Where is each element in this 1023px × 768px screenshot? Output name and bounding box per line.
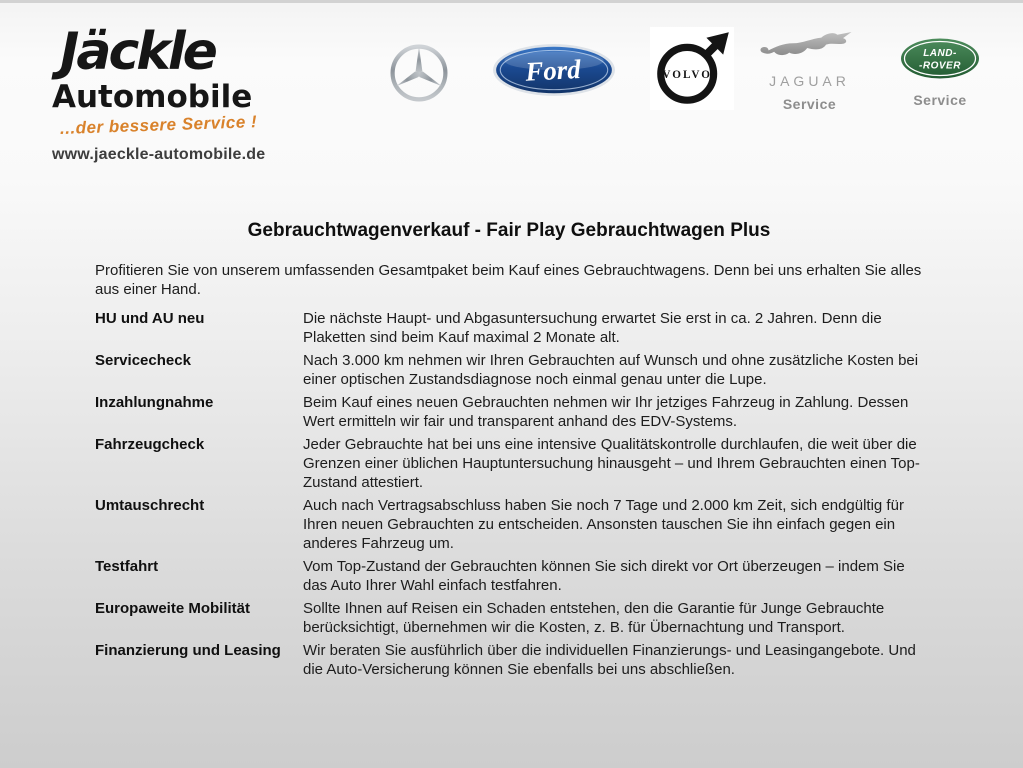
feature-description: Vom Top-Zustand der Gebrauchten können Sie sich direkt vor Ort überzeugen – indem Sie das Auto Ihrer Wahl einfach testfahren.	[303, 558, 905, 594]
top-divider	[0, 0, 1023, 3]
feature-term: Inzahlungnahme	[95, 394, 214, 411]
feature-term: Umtauschrecht	[95, 497, 205, 514]
dealer-logo-subname: Automobile	[52, 79, 253, 116]
landrover-wordmark-line1: LAND-	[923, 48, 957, 59]
jaguar-service-label: Service	[782, 96, 837, 112]
ford-wordmark: Ford	[524, 53, 582, 87]
feature-description: Beim Kauf eines neuen Gebrauchten nehmen wir Ihr jetziges Fahrzeug in Zahlung. Dessen Wert ermitteln wir fair und transparent anhand des EDV-Systems.	[303, 394, 909, 430]
dealer-logo	[52, 22, 292, 164]
landrover-service-label: Service	[913, 92, 967, 108]
feature-row-umtauschrecht	[95, 496, 923, 553]
feature-description: Jeder Gebrauchte hat bei uns eine intensive Qualitätskontrolle durchlaufen, die weit über die Grenzen einer üblichen Hauptuntersuchung hinausgeht – und Ihrem Gebrauchten einen Top-Zustand attestiert.	[303, 436, 920, 491]
dealer-website: www.jaeckle-automobile.de	[52, 145, 266, 163]
feature-term: HU und AU neu	[95, 310, 205, 327]
volvo-logo-icon	[650, 27, 734, 110]
volvo-wordmark: VOLVO	[662, 68, 712, 81]
feature-term: Testfahrt	[95, 558, 159, 575]
feature-description: Die nächste Haupt- und Abgasuntersuchung erwartet Sie erst in ca. 2 Jahren. Denn die Plaketten sind beim Kauf maximal 2 Monate alt.	[303, 310, 882, 346]
dealer-tagline: ...der bessere Service !	[59, 111, 258, 138]
feature-description: Sollte Ihnen auf Reisen ein Schaden entstehen, den die Garantie für Junge Gebrauchte berücksichtigt, übernehmen wir die Kosten, z. B. für Übernachtung und Transport.	[303, 600, 885, 636]
landrover-logo	[897, 37, 983, 108]
feature-description: Nach 3.000 km nehmen wir Ihren Gebrauchten auf Wunsch und ohne zusätzliche Kosten bei einer optischen Zustandsdiagnose noch einmal genau unter die Lupe.	[303, 352, 919, 388]
feature-term: Servicecheck	[95, 352, 191, 369]
mercedes-star-icon	[389, 43, 449, 108]
feature-term: Europaweite Mobilität	[95, 600, 251, 617]
jaguar-leaper-icon	[758, 31, 862, 64]
feature-row-finanzierung	[95, 641, 923, 679]
feature-row-fahrzeugcheck	[95, 435, 923, 492]
feature-row-servicecheck	[95, 351, 923, 389]
feature-description: Wir beraten Sie ausführlich über die individuellen Finanzierungs- und Leasingangebote. Und die Auto-Versicherung können Sie ebenfalls bei uns abschließen.	[303, 642, 916, 678]
intro-paragraph: Profitieren Sie von unserem umfassenden Gesamtpaket beim Kauf eines Gebrauchtwagens. Denn bei uns erhalten Sie alles aus einer Hand.	[95, 262, 922, 298]
feature-row-mobilitaet	[95, 599, 923, 637]
dealer-logo-name: Jäckle	[60, 22, 215, 82]
service-feature-list	[95, 309, 923, 683]
feature-row-inzahlungnahme	[95, 393, 923, 431]
page-title: Gebrauchtwagenverkauf - Fair Play Gebrauchtwagen Plus	[247, 220, 771, 241]
jaguar-wordmark: JAGUAR	[769, 73, 850, 89]
feature-term: Fahrzeugcheck	[95, 436, 205, 453]
feature-term: Finanzierung und Leasing	[95, 642, 281, 659]
feature-description: Auch nach Vertragsabschluss haben Sie noch 7 Tage und 2.000 km Zeit, sich endgültig für Ihren neuen Gebrauchten zu entscheiden. Ansonsten tauschen Sie ihn einfach gegen ein anderes Fahrzeug um.	[303, 497, 904, 552]
landrover-oval-icon	[900, 37, 980, 80]
feature-row-hu-au	[95, 309, 923, 347]
jaguar-logo	[752, 31, 867, 112]
feature-row-testfahrt	[95, 557, 923, 595]
landrover-wordmark-line2: -ROVER	[919, 60, 961, 72]
ford-logo-icon	[492, 43, 616, 102]
